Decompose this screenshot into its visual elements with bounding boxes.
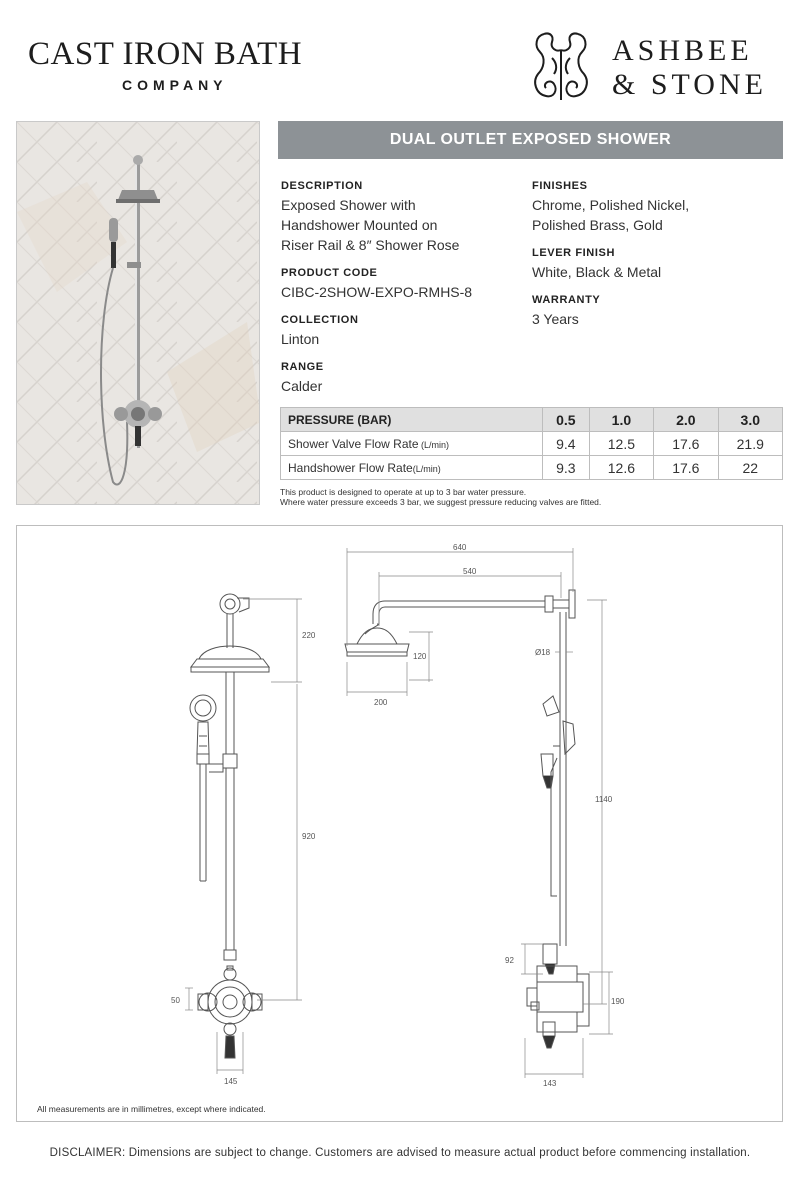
flow-value: 22 <box>718 456 782 480</box>
finishes-label: FINISHES <box>532 180 588 192</box>
table-row <box>281 432 783 456</box>
brand-word-stone: & STONE <box>612 68 767 101</box>
row-label: Handshower Flow Rate(L/min) <box>281 456 543 480</box>
product-title-bar: DUAL OUTLET EXPOSED SHOWER <box>278 121 783 159</box>
brand-word-ashbee: ASHBEE <box>612 34 753 67</box>
dim-640: 640 <box>453 543 467 552</box>
dim-540: 540 <box>463 567 477 576</box>
finishes-value: Chrome, Polished Nickel, Polished Brass, Gold <box>532 197 690 233</box>
warranty-section <box>532 294 782 329</box>
technical-drawing <box>17 526 784 1123</box>
flow-value: 21.9 <box>718 432 782 456</box>
dim-220: 220 <box>302 631 316 640</box>
collection-value: Linton <box>281 331 320 347</box>
pressure-value: 1.0 <box>589 408 653 432</box>
range-value: Calder <box>281 378 323 394</box>
description-value: Exposed Shower with Handshower Mounted on Riser Rail & 8″ Shower Rose <box>281 197 460 253</box>
flow-value: 9.4 <box>543 432 590 456</box>
row-label: Shower Valve Flow Rate (L/min) <box>281 432 543 456</box>
brand-name: CAST IRON BATH <box>28 36 303 72</box>
dim-920: 920 <box>302 832 316 841</box>
disclaimer: DISCLAIMER: Dimensions are subject to change. Customers are advised to measure actual product before commencing installation. <box>49 1147 751 1159</box>
dim-143: 143 <box>543 1079 557 1088</box>
dim-diameter-18: Ø18 <box>535 648 551 657</box>
description-label: DESCRIPTION <box>281 180 363 192</box>
flow-value: 12.6 <box>589 456 653 480</box>
flow-value: 17.6 <box>654 456 718 480</box>
product-code-value: CIBC-2SHOW-EXPO-RMHS-8 <box>281 284 473 300</box>
table-row <box>281 456 783 480</box>
dim-120: 120 <box>413 652 427 661</box>
dim-145: 145 <box>224 1077 238 1086</box>
ashbee-stone-logo <box>524 26 784 106</box>
dim-50: 50 <box>171 996 180 1005</box>
flow-value: 9.3 <box>543 456 590 480</box>
flow-value: 12.5 <box>589 432 653 456</box>
finishes-section <box>532 180 782 235</box>
lever-finish-value: White, Black & Metal <box>532 264 662 280</box>
product-code-label: PRODUCT CODE <box>281 267 378 279</box>
range-label: RANGE <box>281 361 324 373</box>
product-photo <box>16 121 260 505</box>
dim-200: 200 <box>374 698 388 707</box>
pressure-table <box>280 407 783 480</box>
dim-190: 190 <box>611 997 625 1006</box>
flow-value: 17.6 <box>654 432 718 456</box>
pressure-header: PRESSURE (BAR) <box>281 408 543 432</box>
measurement-note: All measurements are in millimetres, except where indicated. <box>37 1104 266 1114</box>
pressure-value: 2.0 <box>654 408 718 432</box>
product-code-section <box>281 267 521 302</box>
seahorse-emblem-icon <box>524 28 598 104</box>
pressure-note: This product is designed to operate at up to 3 bar water pressure. Where water pressure exceeds 3 bar, we suggest pressure reducing valves are fitted. <box>280 487 602 507</box>
dim-1140: 1140 <box>595 795 613 804</box>
collection-section <box>281 314 521 349</box>
lever-finish-section <box>532 247 782 282</box>
lever-finish-label: LEVER FINISH <box>532 247 615 259</box>
pressure-value: 3.0 <box>718 408 782 432</box>
collection-label: COLLECTION <box>281 314 359 326</box>
cast-iron-bath-logo <box>28 36 348 93</box>
range-section <box>281 361 521 396</box>
warranty-value: 3 Years <box>532 311 579 327</box>
pressure-value: 0.5 <box>543 408 590 432</box>
brand-subtitle: COMPANY <box>122 77 228 93</box>
description-section <box>281 180 521 255</box>
technical-drawing-panel <box>16 525 783 1122</box>
dim-92: 92 <box>505 956 514 965</box>
table-header-row <box>281 408 783 432</box>
warranty-label: WARRANTY <box>532 294 601 306</box>
